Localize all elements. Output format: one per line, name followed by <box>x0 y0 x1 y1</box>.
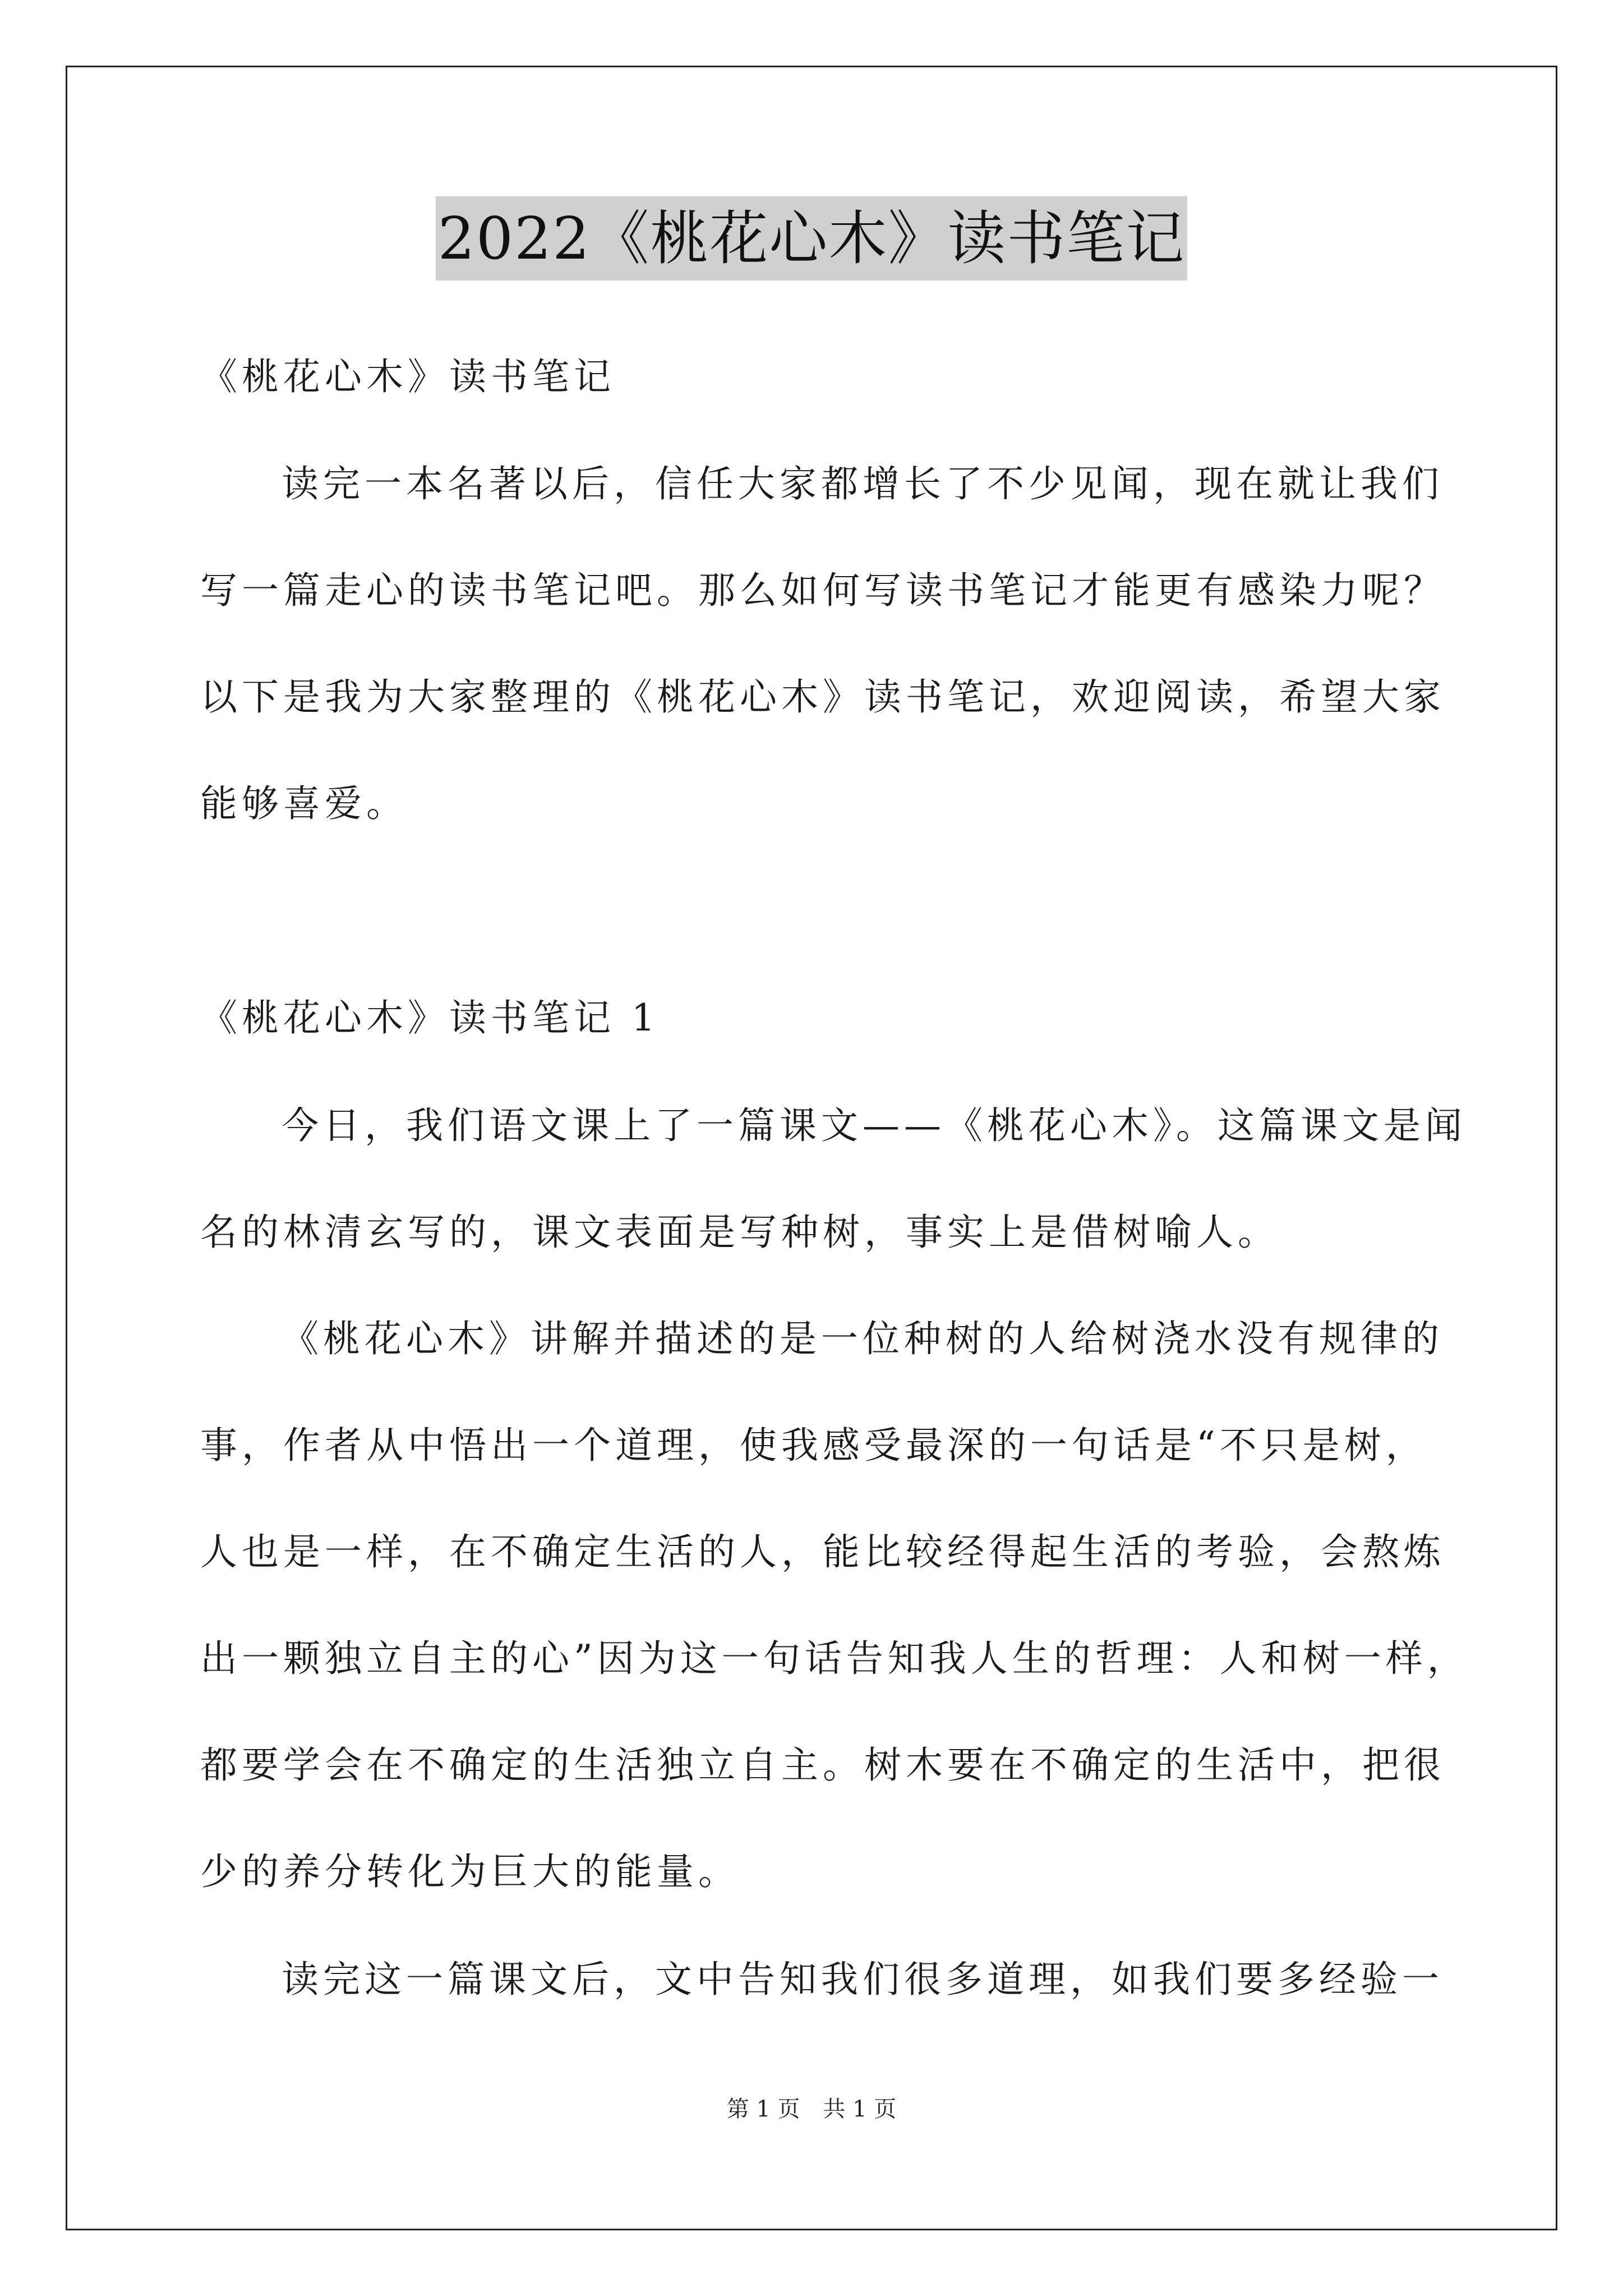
subtitle: 《桃花心木》读书笔记 <box>200 355 615 398</box>
paragraph-line: 名的林清玄写的，课文表面是写种树，事实上是借树喻人。 <box>200 1211 1279 1254</box>
paragraph-line: 读完这一篇课文后，文中告知我们很多道理，如我们要多经验一 <box>282 1958 1444 2001</box>
intro-line: 写一篇走心的读书笔记吧。那么如何写读书笔记才能更有感染力呢？ <box>200 569 1445 612</box>
paragraph-line: 事，作者从中悟出一个道理，使我感受最深的一句话是“不只是树， <box>200 1424 1427 1467</box>
paragraph-line: 少的养分转化为巨大的能量。 <box>200 1850 740 1893</box>
intro-line: 读完一本名著以后，信任大家都增长了不少见闻，现在就让我们 <box>282 462 1444 505</box>
title-container <box>0 196 1623 280</box>
page-footer <box>0 2092 1623 2126</box>
paragraph-line: 今日，我们语文课上了一篇课文——《桃花心木》。这篇课文是闻 <box>282 1104 1467 1147</box>
intro-line: 以下是我为大家整理的《桃花心木》读书笔记，欢迎阅读，希望大家 <box>200 675 1445 719</box>
section-heading: 《桃花心木》读书笔记 1 <box>200 996 660 1039</box>
page-number-current: 第 1 页 <box>726 2096 800 2122</box>
paragraph-line: 人也是一样，在不确定生活的人，能比较经得起生活的考验，会熬炼 <box>200 1530 1445 1573</box>
paragraph-line: 都要学会在不确定的生活独立自主。树木要在不确定的生活中，把很 <box>200 1743 1445 1787</box>
document-title: 2022《桃花心木》读书笔记 <box>436 196 1188 280</box>
page-number-total: 共 1 页 <box>823 2096 897 2122</box>
intro-line: 能够喜爱。 <box>200 782 408 825</box>
paragraph-line: 《桃花心木》讲解并描述的是一位种树的人给树浇水没有规律的 <box>282 1317 1444 1360</box>
paragraph-line: 出一颗独立自主的心”因为这一句话告知我人生的哲理：人和树一样， <box>200 1637 1469 1680</box>
